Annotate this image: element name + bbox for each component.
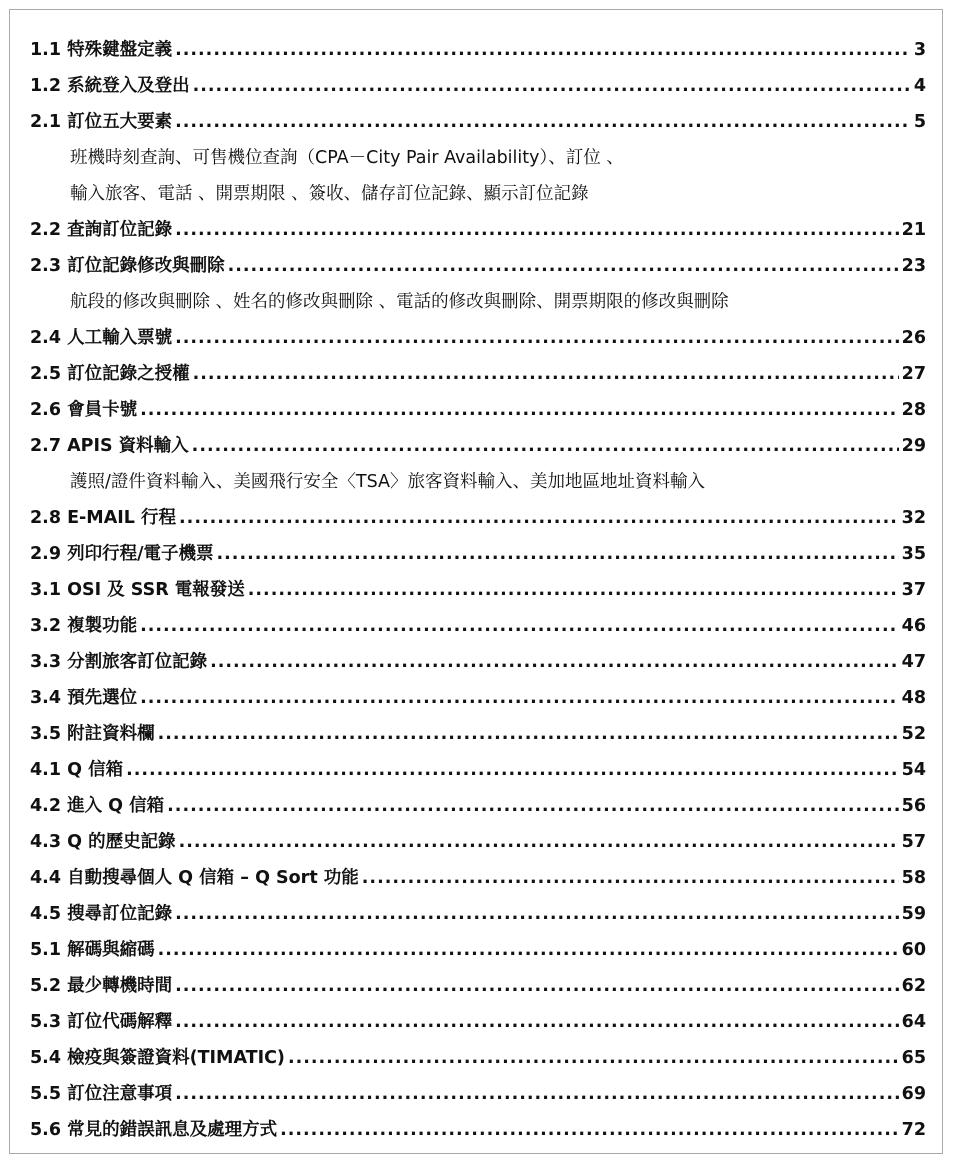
toc-entry: [30, 828, 926, 864]
toc-entry-label: 5.2 最少轉機時間: [30, 976, 173, 996]
dot-leader: [175, 1012, 899, 1032]
dot-leader: [179, 508, 899, 528]
toc-entry-label: 3.5 附註資料欄: [30, 724, 155, 744]
dot-leader: [228, 256, 899, 276]
toc-subtopics-text: 航段的修改與刪除 、姓名的修改與刪除 、電話的修改與刪除、開票期限的修改與刪除: [70, 292, 729, 312]
toc-subtopics: [30, 144, 926, 180]
toc-entry: [30, 1116, 926, 1152]
dot-leader: [217, 544, 899, 564]
toc-entry-label: 4.2 進入 Q 信箱: [30, 796, 165, 816]
dot-leader: [175, 976, 899, 996]
toc-page-number: 56: [901, 796, 926, 816]
toc-page-number: 4: [913, 76, 926, 96]
toc-page-number: 64: [901, 1012, 926, 1032]
toc-page-number: 52: [901, 724, 926, 744]
toc-subtopics-text: 班機時刻查詢、可售機位查詢（CPA－City Pair Availability）、訂位 、: [70, 148, 624, 168]
toc-page-number: 23: [901, 256, 926, 276]
toc-subtopics: [30, 180, 926, 216]
toc-page-number: 60: [901, 940, 926, 960]
toc-entry-label: 5.4 檢疫與簽證資料(TIMATIC): [30, 1048, 285, 1068]
toc-page-number: 29: [901, 436, 926, 456]
toc-entry: [30, 396, 926, 432]
dot-leader: [175, 40, 911, 60]
dot-leader: [126, 760, 899, 780]
toc-page-number: 47: [901, 652, 926, 672]
toc-entry-label: 2.5 訂位記錄之授權: [30, 364, 190, 384]
toc-page-number: 69: [901, 1084, 926, 1104]
table-of-contents: [30, 36, 926, 1152]
toc-entry: [30, 108, 926, 144]
toc-page-number: 46: [901, 616, 926, 636]
toc-entry: [30, 432, 926, 468]
dot-leader: [140, 688, 899, 708]
toc-entry-label: 5.6 常見的錯誤訊息及處理方式: [30, 1120, 278, 1140]
toc-entry-label: 1.1 特殊鍵盤定義: [30, 40, 173, 60]
toc-page-number: 62: [901, 976, 926, 996]
dot-leader: [192, 436, 899, 456]
toc-subtopics: [30, 288, 926, 324]
toc-entry-label: 2.8 E-MAIL 行程: [30, 508, 177, 528]
toc-entry: [30, 792, 926, 828]
toc-entry: [30, 324, 926, 360]
toc-entry: [30, 648, 926, 684]
toc-entry: [30, 756, 926, 792]
toc-entry: [30, 576, 926, 612]
toc-page-number: 72: [901, 1120, 926, 1140]
toc-page-number: 32: [901, 508, 926, 528]
dot-leader: [362, 868, 899, 888]
toc-entry-label: 2.4 人工輸入票號: [30, 328, 173, 348]
toc-entry-label: 4.3 Q 的歷史記錄: [30, 832, 176, 852]
toc-entry: [30, 900, 926, 936]
toc-entry: [30, 1044, 926, 1080]
toc-page-number: 59: [901, 904, 926, 924]
toc-page-number: 57: [901, 832, 926, 852]
dot-leader: [248, 580, 899, 600]
toc-page-number: 26: [901, 328, 926, 348]
toc-entry: [30, 36, 926, 72]
toc-entry: [30, 612, 926, 648]
toc-entry-label: 1.2 系統登入及登出: [30, 76, 190, 96]
dot-leader: [175, 112, 911, 132]
toc-entry-label: 2.7 APIS 資料輸入: [30, 436, 189, 456]
toc-page-number: 48: [901, 688, 926, 708]
toc-page-number: 27: [901, 364, 926, 384]
toc-entry: [30, 864, 926, 900]
toc-entry-label: 5.3 訂位代碼解釋: [30, 1012, 173, 1032]
toc-entry: [30, 684, 926, 720]
toc-entry-label: 3.1 OSI 及 SSR 電報發送: [30, 580, 245, 600]
toc-page-number: 37: [901, 580, 926, 600]
toc-entry-label: 5.5 訂位注意事項: [30, 1084, 173, 1104]
toc-page-number: 5: [913, 112, 926, 132]
dot-leader: [175, 220, 899, 240]
dot-leader: [210, 652, 899, 672]
toc-entry: [30, 936, 926, 972]
document-page: [9, 9, 943, 1154]
dot-leader: [140, 400, 899, 420]
toc-entry: [30, 1080, 926, 1116]
toc-page-number: 58: [901, 868, 926, 888]
toc-entry: [30, 360, 926, 396]
toc-entry: [30, 1008, 926, 1044]
toc-subtopics-text: 輸入旅客、電話 、開票期限 、簽收、儲存訂位記錄、顯示訂位記錄: [70, 184, 589, 204]
toc-entry-label: 3.2 複製功能: [30, 616, 138, 636]
dot-leader: [193, 364, 899, 384]
toc-entry-label: 3.3 分割旅客訂位記錄: [30, 652, 208, 672]
dot-leader: [288, 1048, 899, 1068]
dot-leader: [175, 904, 899, 924]
toc-entry: [30, 72, 926, 108]
toc-page-number: 21: [901, 220, 926, 240]
toc-page-number: 54: [901, 760, 926, 780]
toc-entry: [30, 720, 926, 756]
dot-leader: [140, 616, 899, 636]
toc-entry: [30, 972, 926, 1008]
dot-leader: [193, 76, 911, 96]
toc-entry-label: 4.4 自動搜尋個人 Q 信箱 – Q Sort 功能: [30, 868, 359, 888]
toc-page-number: 3: [913, 40, 926, 60]
toc-entry-label: 2.1 訂位五大要素: [30, 112, 173, 132]
toc-entry: [30, 504, 926, 540]
toc-page-number: 65: [901, 1048, 926, 1068]
dot-leader: [175, 328, 899, 348]
toc-entry-label: 4.5 搜尋訂位記錄: [30, 904, 173, 924]
toc-page-number: 28: [901, 400, 926, 420]
toc-entry-label: 4.1 Q 信箱: [30, 760, 124, 780]
toc-entry: [30, 540, 926, 576]
dot-leader: [167, 796, 898, 816]
toc-entry: [30, 216, 926, 252]
dot-leader: [158, 724, 899, 744]
dot-leader: [179, 832, 899, 852]
toc-subtopics-text: 護照/證件資料輸入、美國飛行安全〈TSA〉旅客資料輸入、美加地區地址資料輸入: [70, 472, 705, 492]
toc-entry-label: 2.9 列印行程/電子機票: [30, 544, 214, 564]
toc-subtopics: [30, 468, 926, 504]
toc-entry-label: 5.1 解碼與縮碼: [30, 940, 155, 960]
toc-entry-label: 2.6 會員卡號: [30, 400, 138, 420]
dot-leader: [280, 1120, 899, 1140]
toc-entry-label: 2.2 查詢訂位記錄: [30, 220, 173, 240]
dot-leader: [175, 1084, 899, 1104]
toc-page-number: 35: [901, 544, 926, 564]
dot-leader: [158, 940, 899, 960]
toc-entry-label: 3.4 預先選位: [30, 688, 138, 708]
toc-entry-label: 2.3 訂位記錄修改與刪除: [30, 256, 225, 276]
toc-entry: [30, 252, 926, 288]
